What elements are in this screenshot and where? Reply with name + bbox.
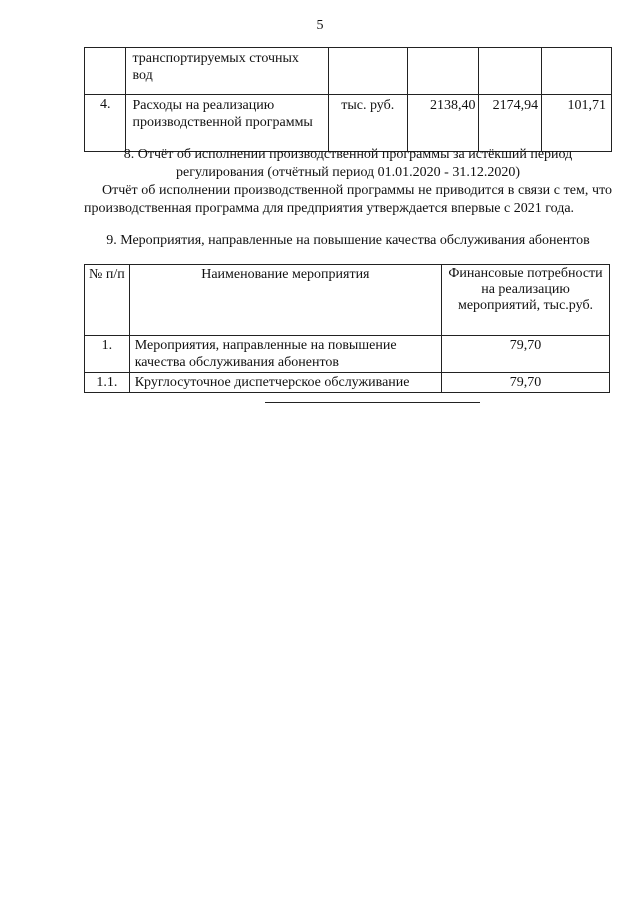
unit xyxy=(328,48,407,95)
value-1: 2138,40 xyxy=(407,95,479,152)
finance-value: 79,70 xyxy=(442,336,610,373)
page-number: 5 xyxy=(316,18,324,33)
row-number: 1. xyxy=(85,336,130,373)
table-row xyxy=(85,373,610,393)
section-8-body: Отчёт об исполнении производственной программы не приводится в связи с тем, что производственная программа для предприятия утверждается впервые с 2021 года. xyxy=(84,183,612,216)
indicator-name: Расходы на реализацию производственной программы xyxy=(126,95,328,152)
row-number xyxy=(85,48,126,95)
section-9-title: 9. Мероприятия, направленные на повышение качества обслуживания абонентов xyxy=(106,233,590,248)
unit: тыс. руб. xyxy=(328,95,407,152)
end-of-document-rule xyxy=(265,402,480,403)
table-row xyxy=(85,95,612,152)
row-number: 1.1. xyxy=(85,373,130,393)
row-number: 4. xyxy=(85,95,126,152)
indicators-table-continuation xyxy=(84,47,612,152)
value-1 xyxy=(407,48,479,95)
section-8-title: 8. Отчёт об исполнении производственной программы за истёкший период регулирования (отчётный период 01.01.2020 - 31.12.2020) xyxy=(123,147,573,180)
table-row xyxy=(85,48,612,95)
measure-name: Круглосуточное диспетчерское обслуживание xyxy=(129,373,441,393)
table-header-row xyxy=(85,265,610,336)
table-row xyxy=(85,336,610,373)
measure-name: Мероприятия, направленные на повышение качества обслуживания абонентов xyxy=(129,336,441,373)
value-3: 101,71 xyxy=(542,95,612,152)
indicator-name: транспортируемых сточных вод xyxy=(126,48,328,95)
value-2: 2174,94 xyxy=(479,95,542,152)
finance-value: 79,70 xyxy=(442,373,610,393)
header-finance: Финансовые потребности на реализацию мероприятий, тыс.руб. xyxy=(442,265,610,336)
header-number: № п/п xyxy=(85,265,130,336)
value-3 xyxy=(542,48,612,95)
value-2 xyxy=(479,48,542,95)
header-name: Наименование мероприятия xyxy=(129,265,441,336)
measures-table xyxy=(84,264,610,393)
